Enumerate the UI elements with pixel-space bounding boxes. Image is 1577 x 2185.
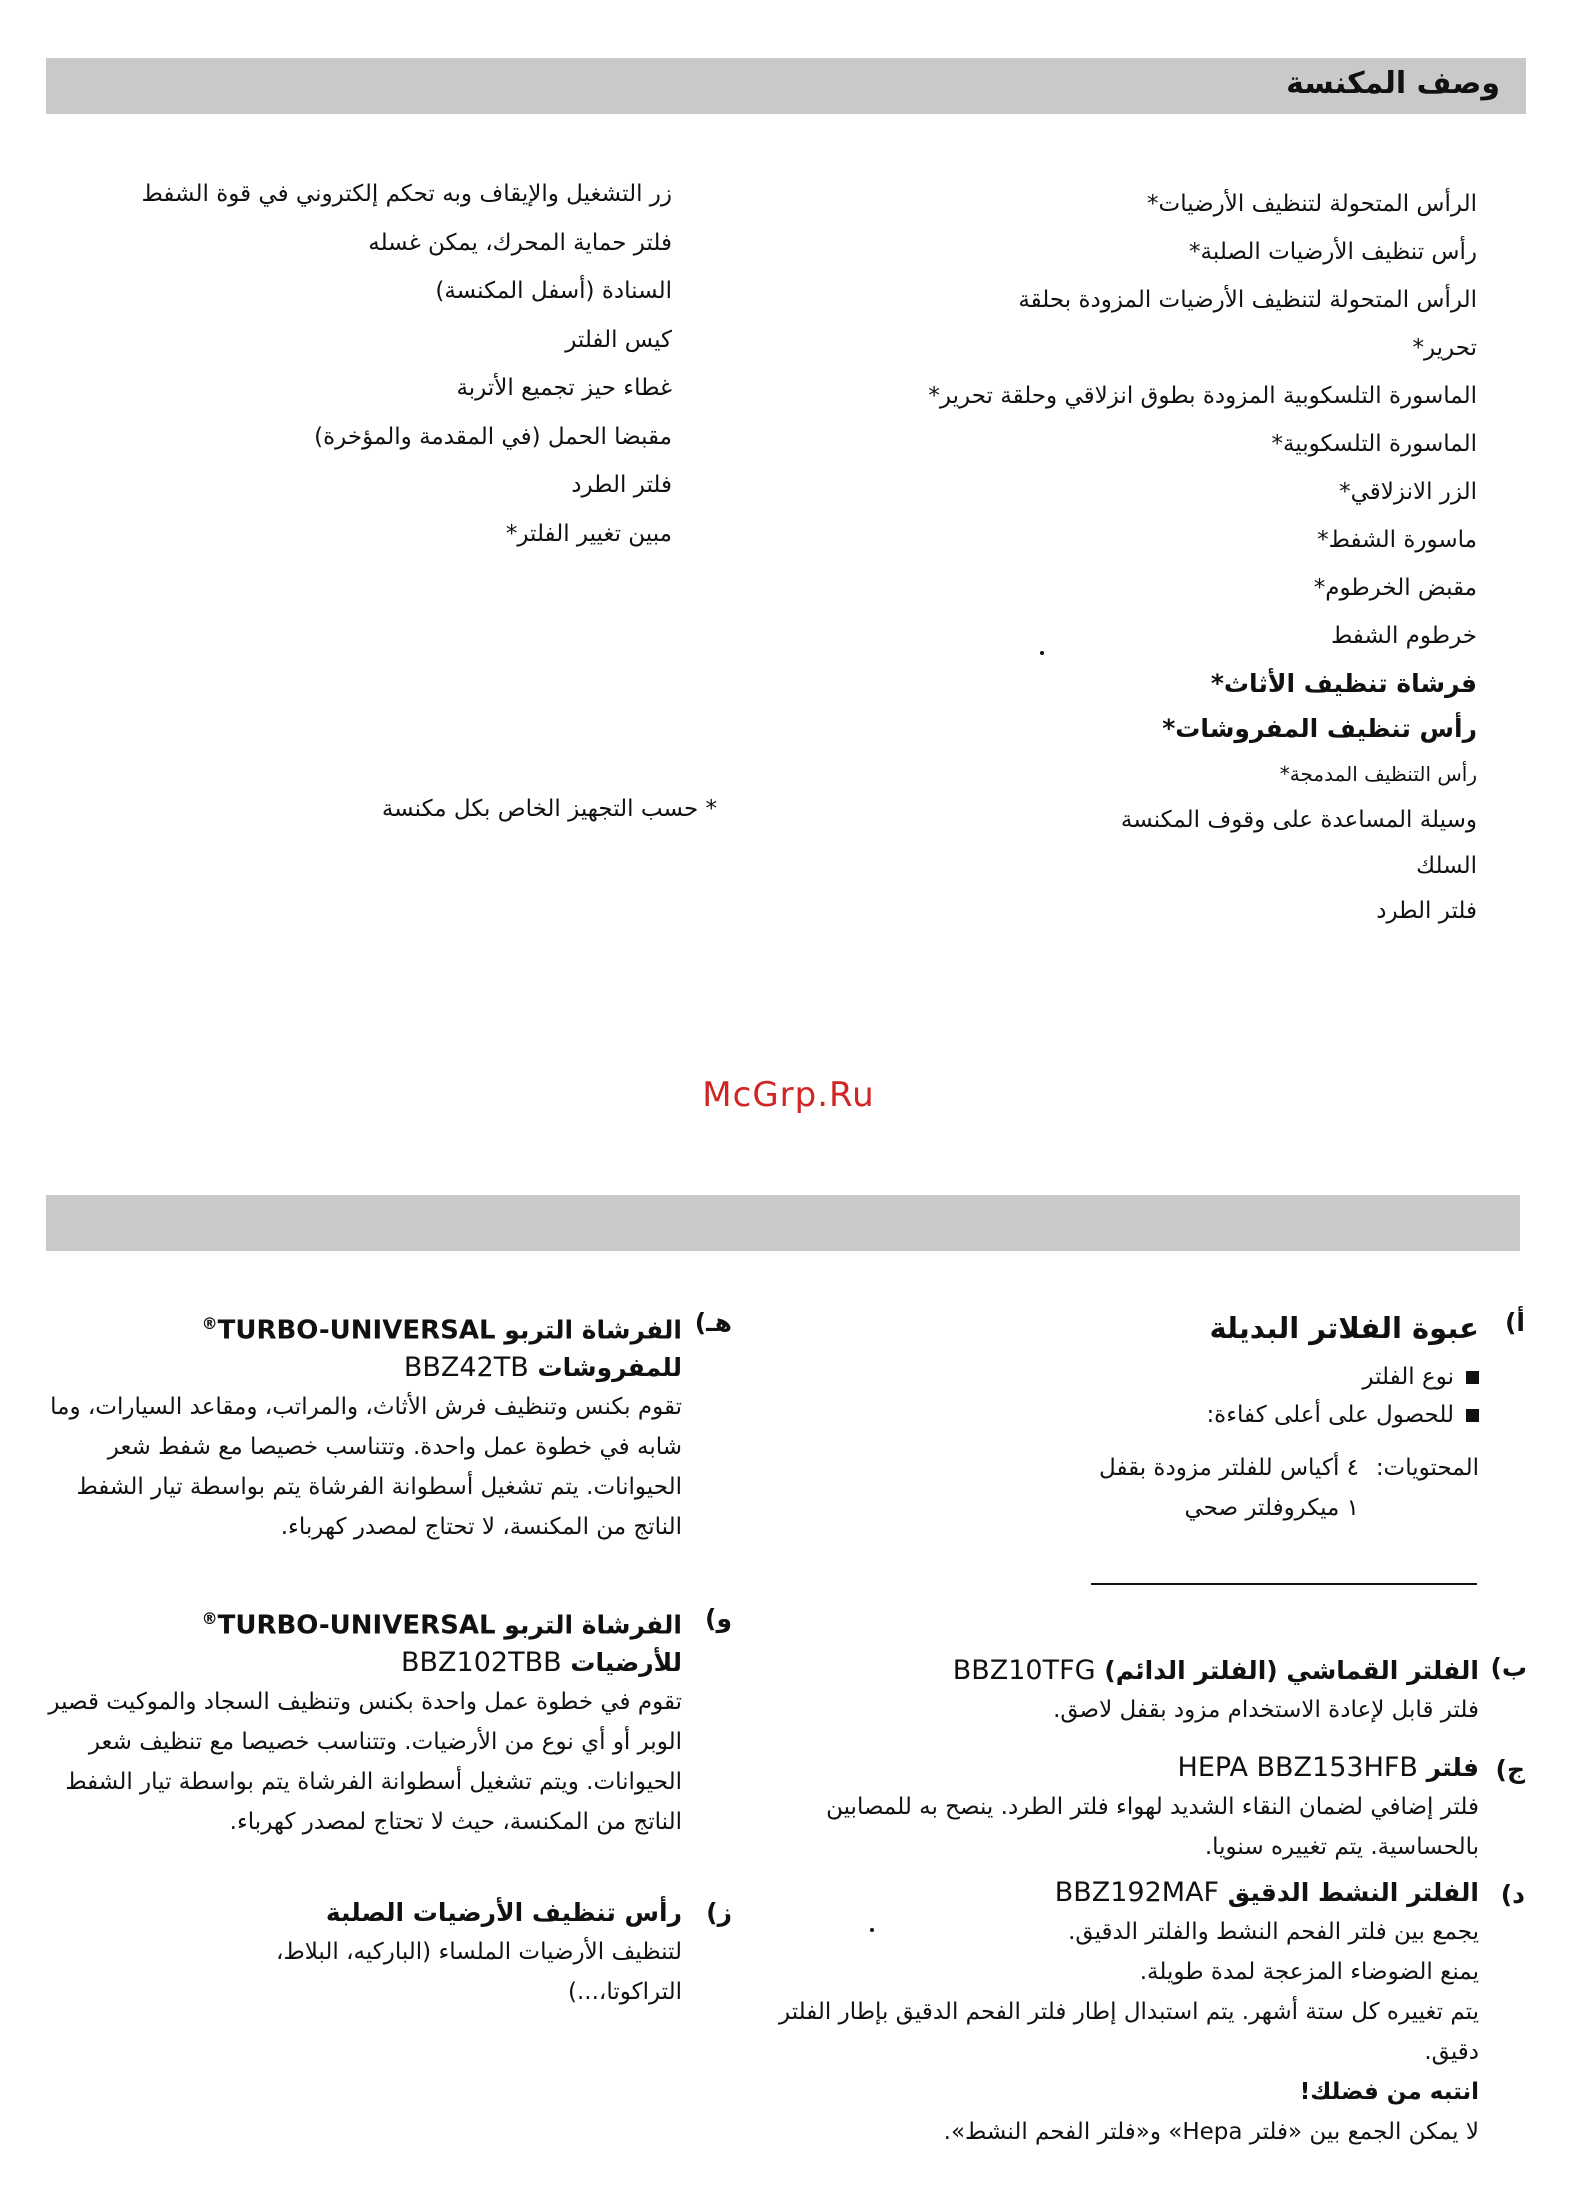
- accessory-title: الفرشاة التربو: [504, 1610, 682, 1640]
- parts-list-left: [32, 170, 672, 558]
- accessory-title: الفرشاة التربو: [504, 1315, 682, 1345]
- accessory-line: يمنع الضوضاء المزعجة لمدة طويلة.: [1139, 1959, 1479, 1985]
- accessory-c: [779, 1749, 1479, 1867]
- speck: [870, 1928, 874, 1932]
- list-item: الماسورة التلسكوبية*: [1271, 431, 1477, 457]
- accessory-subtitle: للأرضيات: [570, 1648, 682, 1678]
- bullet-item: للحصول على أعلى كفاءة:: [779, 1396, 1479, 1434]
- list-item: السنادة (أسفل المكنسة): [435, 278, 672, 304]
- contents-label: المحتويات:: [1375, 1455, 1479, 1481]
- item-marker: أ): [1505, 1308, 1525, 1337]
- contents-item: ٤ أكياس للفلتر مزودة بقفل: [1099, 1455, 1359, 1481]
- item-marker: ز): [706, 1898, 732, 1927]
- item-marker: د): [1500, 1880, 1525, 1909]
- divider: [1091, 1583, 1477, 1585]
- contents-values: [1099, 1448, 1359, 1528]
- accessory-title: الفلتر القماشي (الفلتر الدائم): [1104, 1656, 1479, 1685]
- model-number: BBZ10TFG: [952, 1655, 1096, 1686]
- accessory-d: [779, 1874, 1479, 2152]
- section-header-bar: [46, 58, 1526, 114]
- list-item: رأس تنظيف المفروشات*: [1162, 714, 1477, 743]
- list-item: غطاء حيز تجميع الأتربة: [456, 375, 672, 401]
- list-item: زر التشغيل والإيقاف وبه تحكم إلكتروني في قوة الشفط: [141, 181, 672, 207]
- accessory-b: [779, 1652, 1479, 1730]
- accessory-title: عبوة الفلاتر البديلة: [1209, 1311, 1479, 1345]
- list-item: الزر الانزلاقي*: [1339, 479, 1477, 505]
- list-item: رأس التنظيف المدمجة*: [1279, 762, 1477, 786]
- accessory-title: الفلتر النشط الدقيق: [1227, 1878, 1479, 1907]
- accessory-title: رأس تنظيف الأرضيات الصلبة: [325, 1898, 682, 1927]
- list-item: الرأس المتحولة لتنظيف الأرضيات*: [1147, 191, 1477, 217]
- item-marker: و): [705, 1604, 732, 1633]
- accessory-line: يتم تغييره كل ستة أشهر. يتم استبدال إطار فلتر الفحم الدقيق بإطار الفلتر دقيق.: [779, 1999, 1479, 2065]
- registered-mark: ®: [201, 1609, 218, 1628]
- accessory-title: فلتر: [1426, 1753, 1479, 1782]
- footnote: * حسب التجهيز الخاص بكل مكنسة: [381, 796, 717, 822]
- accessory-f: [42, 1600, 682, 1842]
- model-number: BBZ102TBB: [401, 1647, 562, 1679]
- bullet-square-icon: [1466, 1409, 1479, 1422]
- accessory-line: يجمع بين فلتر الفحم النشط والفلتر الدقيق.: [1068, 1919, 1479, 1945]
- model-number: BBZ42TB: [403, 1352, 529, 1384]
- list-item: مبين تغيير الفلتر*: [505, 520, 672, 547]
- item-marker: ج): [1495, 1755, 1525, 1784]
- note-title: انتبه من فضلك!: [1299, 2079, 1479, 2105]
- accessory-description: فلتر قابل لإعادة الاستخدام مزود بقفل لاصق.: [1053, 1697, 1479, 1723]
- section-title: وصف المكنسة: [1286, 66, 1500, 101]
- list-item: مقبض الخرطوم*: [1313, 575, 1477, 601]
- item-marker: هـ): [694, 1308, 732, 1337]
- accessory-description: فلتر إضافي لضمان النقاء الشديد لهواء فلتر الطرد. ينصح به للمصابين بالحساسية. يتم تغييره سنويا.: [826, 1794, 1479, 1860]
- list-item: فلتر حماية المحرك، يمكن غسله: [368, 229, 672, 256]
- accessory-description: لتنظيف الأرضيات الملساء (الباركيه، البلاط، التراكوتا،...): [276, 1939, 682, 2005]
- accessory-description: تقوم بكنس وتنظيف فرش الأثاث، والمراتب، ومقاعد السيارات، وما شابه في خطوة عمل واحدة. وتتناسب خصيصا مع شفط شعر الحيوانات. يتم تشغيل أسطوانة الفرشاة يتم بواسطة تيار الشفط الناتج من المكنسة، لا تحتاج لمصدر كهرباء.: [50, 1394, 682, 1541]
- accessory-g: [42, 1894, 682, 2012]
- bullet-item: نوع الفلتر: [779, 1358, 1479, 1396]
- list-item: السلك: [1416, 853, 1477, 879]
- item-marker: ب): [1490, 1653, 1527, 1682]
- parts-list-right: [757, 180, 1477, 934]
- watermark: McGrp.Ru: [702, 1075, 875, 1115]
- list-item: وسيلة المساعدة على وقوف المكنسة: [1120, 807, 1477, 833]
- contents-block: [779, 1448, 1479, 1528]
- list-item: كيس الفلتر: [565, 326, 672, 353]
- list-item: فرشاة تنظيف الأثاث*: [1210, 669, 1477, 698]
- list-item: فلتر الطرد: [1376, 898, 1477, 924]
- bullet-square-icon: [1466, 1371, 1479, 1384]
- registered-mark: ®: [201, 1314, 218, 1333]
- note-text: لا يمكن الجمع بين «فلتر Hepa» و«فلتر الفحم النشط».: [943, 2119, 1479, 2145]
- section-header-bar: [46, 1195, 1520, 1251]
- list-item: تحرير*: [1412, 335, 1477, 361]
- model-number: BBZ192MAF: [1054, 1877, 1220, 1908]
- accessory-e: [42, 1305, 682, 1547]
- brand-name: TURBO-UNIVERSAL: [217, 1315, 496, 1346]
- accessory-a: [779, 1306, 1479, 1528]
- list-item: الماسورة التلسكوبية المزودة بطوق انزلاقي وحلقة تحرير*: [928, 383, 1477, 409]
- list-item: الرأس المتحولة لتنظيف الأرضيات المزودة بحلقة: [1018, 287, 1477, 313]
- list-item: ماسورة الشفط*: [1317, 527, 1477, 553]
- contents-item: ١ ميكروفلتر صحي: [1184, 1495, 1359, 1521]
- list-item: خرطوم الشفط: [1330, 623, 1477, 649]
- list-item: فلتر الطرد: [571, 472, 672, 498]
- speck: [1040, 651, 1044, 655]
- accessory-description: تقوم في خطوة عمل واحدة بكنس وتنظيف السجاد والموكيت قصير الوبر أو أي نوع من الأرضيات. وتتناسب خصيصا مع تنظيف شعر الحيوانات. ويتم تشغيل أسطوانة الفرشاة يتم بواسطة تيار الشفط الناتج من المكنسة، حيث لا تحتاج لمصدر كهرباء.: [48, 1689, 682, 1836]
- list-item: رأس تنظيف الأرضيات الصلبة*: [1189, 239, 1477, 265]
- list-item: مقبضا الحمل (في المقدمة والمؤخرة): [314, 423, 672, 450]
- brand-name: TURBO-UNIVERSAL: [217, 1610, 496, 1641]
- model-number: HEPA BBZ153HFB: [1177, 1752, 1418, 1783]
- accessory-subtitle: للمفروشات: [537, 1353, 682, 1383]
